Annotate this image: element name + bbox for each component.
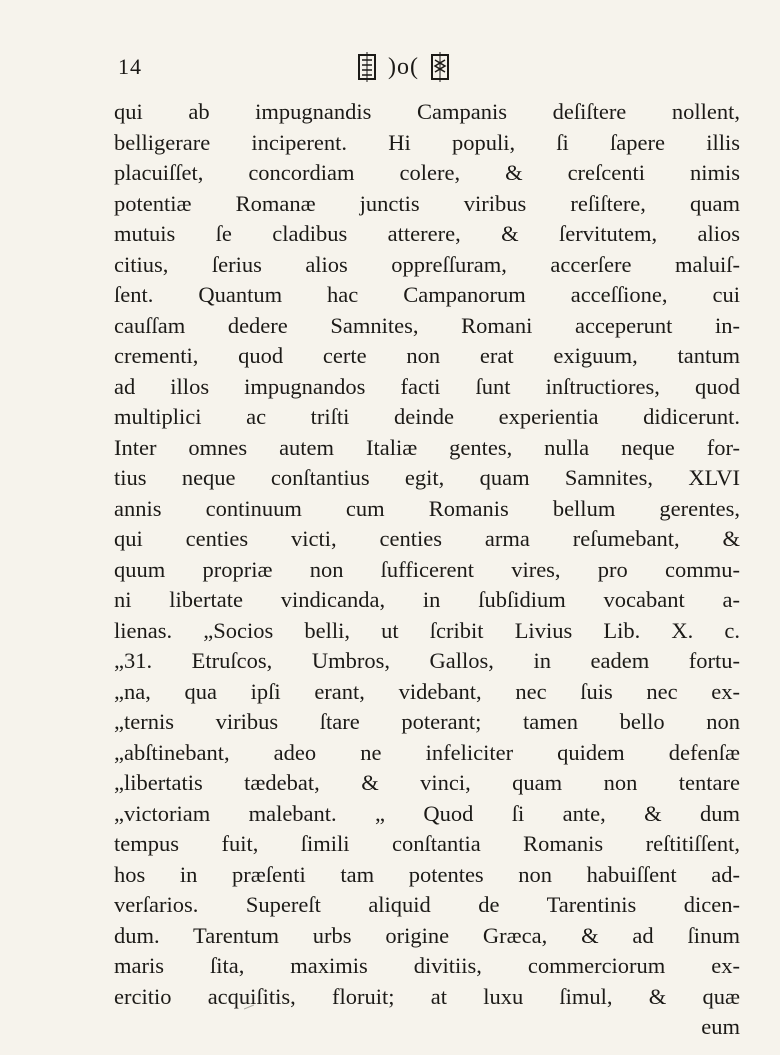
text-line: „libertatis tædebat, & vinci, quam non tentare (114, 770, 740, 795)
text-line: „abſtinebant, adeo ne infeliciter quidem defenſæ (114, 739, 740, 765)
running-header (118, 52, 738, 86)
ornament-center: )o( (388, 53, 419, 80)
text-line: „ternis viribus ſtare poterant; tamen bello non (114, 709, 740, 734)
text-line: ſent. Quantum hac Campanorum acceſſione, cui (114, 282, 740, 307)
text-line: maris ſita, maximis divitiis, commerciorum ex- (114, 953, 740, 978)
text-line: quum propriæ non ſufficerent vires, pro commu- (114, 556, 740, 582)
text-line: annis continuum cum Romanis bellum gerentes, (114, 495, 740, 521)
text-line: placuiſſet, concordiam colere, & creſcenti nimis (114, 160, 740, 185)
page-number: 14 (118, 54, 142, 79)
text-line: Inter omnes autem Italiæ gentes, nulla neque for- (114, 434, 740, 460)
text-line: ercitio acquiſitis, floruit; at luxu ſimul, & quæ (114, 983, 740, 1009)
text-line: „31. Etruſcos, Umbros, Gallos, in eadem fortu- (114, 648, 740, 673)
catchword: eum (701, 1014, 740, 1039)
text-line: mutuis ſe cladibus atterere, & ſervitutem, alios (114, 221, 740, 246)
text-line: qui centies victi, centies arma reſumebant, & (114, 526, 740, 551)
text-line: multiplici ac triſti deinde experientia didicerunt. (114, 404, 740, 429)
header-ornament (356, 52, 451, 82)
right-fleuron-icon (429, 52, 451, 82)
text-line: tius neque conſtantius egit, quam Samnites, XLVI (114, 465, 740, 490)
ink-smudge-icon (244, 1004, 254, 1010)
text-line: belligerare inciperent. Hi populi, ſi ſapere illis (114, 129, 740, 155)
text-line: dum. Tarentum urbs origine Græca, & ad ſinum (114, 922, 740, 948)
text-line: potentiæ Romanæ junctis viribus reſiſtere, quam (114, 190, 740, 216)
text-line: hos in præſenti tam potentes non habuiſſent ad- (114, 861, 740, 887)
text-line: lienas. „Socios belli, ut ſcribit Livius Lib. X. c. (114, 617, 740, 643)
text-line: qui ab impugnandis Campanis deſiſtere nollent, (114, 99, 740, 124)
left-fleuron-icon (356, 52, 378, 82)
text-line: verſarios. Supereſt aliquid de Tarentinis dicen- (114, 892, 740, 917)
text-line: citius, ſerius alios oppreſſuram, accerſere maluiſ- (114, 251, 740, 277)
text-line: tempus fuit, ſimili conſtantia Romanis reſtitiſſent, (114, 831, 740, 856)
text-line: ni libertate vindicanda, in ſubſidium vocabant a- (114, 587, 740, 612)
text-line: ad illos impugnandos facti ſunt inſtructiores, quod (114, 373, 740, 399)
text-line: „victoriam malebant. „ Quod ſi ante, & dum (114, 800, 740, 826)
body-text (114, 97, 740, 1043)
text-line: cauſſam dedere Samnites, Romani acceperunt in- (114, 312, 740, 338)
text-line: „na, qua ipſi erant, videbant, nec ſuis nec ex- (114, 678, 740, 704)
text-line: crementi, quod certe non erat exiguum, tantum (114, 343, 740, 368)
